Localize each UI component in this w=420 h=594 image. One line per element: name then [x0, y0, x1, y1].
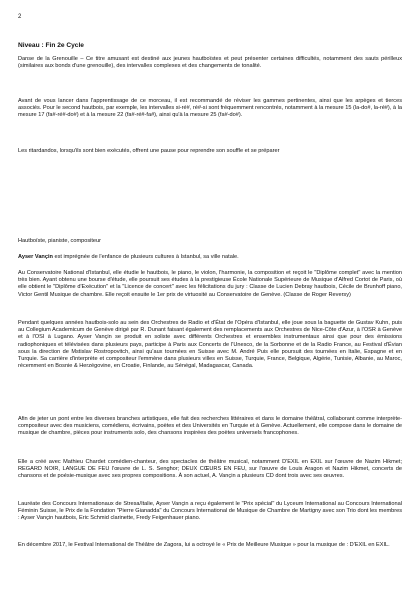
bio-paragraph-4 [18, 459, 402, 481]
intro-text-1: Danse de la Grenouille – Ce titre amusant est destiné aux jeunes hautboïstes et peut présenter certaines difficultés, notamment des sauts périlleux (similaires aux bonds d'une grenouille), des intervalles complexes et des changements de tonalité. [18, 56, 402, 70]
bio-text-2: Pendant quelques années hautbois-solo au sein des Orchestres de Radio et d'État de l'Opéra d'Istanbul, elle joue sous la baguette de Gustav Kuhn, puis au Collegium Academicum de Genève dirigé par R. Dunant faisant également des remplacements aux Orchestres de Nice-Côte d'Azur, à l'OSR à Genève et à l'OSI à Lugano. Ayser Vançin se produit en soliste avec différents Orchestres et ensembles instrumentaux ainsi que pour des émissions radiophoniques et télévisées dans plusieurs pays, participe à Paris aux Concerts de l'Unesco, de la Sorbonne et de la Radio France, au Festival d'Évian sous la direction de Mstislav Rostropovitch, ainsi qu'aux tournées en Suisse avec M. André Puis elle poursuit des tournées en Italie, Espagne et en Turquie. Sa carrière d'interprète et compositeur l'emmène dans plusieurs villes en Suisse, Turquie, France, Belgique, Algérie, Tunisie, Albanie, au Maroc, récemment en Bosnie & Herzégovine, en Croatie, Finlande, au Sénégal, Madagascar, Canada. [18, 320, 402, 370]
bio-paragraph-6 [18, 542, 402, 549]
bio-intro-text: est imprégnée de l'enfance de plusieurs cultures à Istanbul, sa ville natale. [52, 254, 239, 260]
intro-paragraph-1 [18, 56, 402, 70]
bio-paragraph-1 [18, 270, 402, 299]
intro-text-3: Les ritardandos, lorsqu'ils sont bien exécutés, offrent une pause pour reprendre son souffle et se préparer [18, 148, 280, 154]
bio-text-1: Au Conservatoire National d'Istanbul, elle étudie le hautbois, le piano, le violon, l'harmonie, la composition et reçoit le "Diplôme complet" avec la mention très bien. Ayant obtenu une bourse d'étude, elle poursuit ses études à la prestigieuse École Nationale Supérieure de Musique d'Alfred Cortot de Paris, où elle obtient le "Diplôme d'Exécution" et la "Licence de concert" avec les félicitations du jury : Classe de Lucien Debray hautbois, Cécile de Brunhoff piano, Victor Gentil Musique de chambre. Elle reçoit ensuite le 1er prix de virtuosité au Conservatoire de Genève. (Classe de Roger Reversy) [18, 270, 402, 298]
bio-text-3: Afin de jeter un pont entre les diverses branches artistiques, elle fait des recherches littéraires et dans le domaine théâtral, collaborant comme interprète-compositeur avec des musiciens, comédiens, écrivains, poètes et des Universités en Turquie et à Genève. Actuellement, elle compose dans le domaine de musique de chambre, pièces pour instruments solo, des chansons inspirées des poètes universels francophones. [18, 416, 402, 437]
intro-paragraph-2 [18, 98, 402, 120]
bio-paragraph-5 [18, 501, 402, 523]
page-number: 2 [18, 14, 22, 20]
intro-text-2: Avant de vous lancer dans l'apprentissage de ce morceau, il est recommandé de réviser les gammes pertinentes, ainsi que les arpèges et tierces associés. Pour le second hautbois, par exemple, les intervalles si-ré#, ré#-si sont fréquemment rencontrés, notamment à la mesure 15 (la-do#, la-ré#), à la mesure 17 (fa#-ré#-do#) et à la mesure 22 (fa#-ré#-fa#), ainsi qu'à la mesure 25 (fa#-do#). [18, 98, 402, 119]
bio-role-text: Hautboïste, pianiste, compositeur [18, 238, 102, 244]
bio-text-6: En décembre 2017, le Festival International de Théâtre de Zagora, lui a octroyé le « Prix de Meilleure Musique » pour la musique de : D'EXIL en EXIL. [18, 542, 390, 548]
bio-role [18, 238, 402, 245]
level-label: Niveau : Fin 2e Cycle [18, 42, 84, 49]
bio-text-5: Lauréate des Concours Internationaux de Stresa/Italie, Ayser Vançin a reçu également le "Prix spécial" du Lyceum International au Concours International Féminin Suisse, le Prix de la Fondation "Pierre Gianadda" du Concours International de Musique de Chambre de Martigny avec son Trio dont les membres : Ayser Vançin hautbois, Eric Schmid clarinette, Fredy Feigenhauer piano. [18, 501, 402, 522]
bio-paragraph-2 [18, 320, 402, 370]
artist-name: Ayser Vançin [18, 254, 53, 260]
bio-intro [18, 254, 402, 261]
level-heading [18, 42, 402, 50]
bio-paragraph-3 [18, 416, 402, 438]
intro-paragraph-3 [18, 148, 402, 155]
bio-text-4: Elle a créé avec Mathieu Chardet comédien-chanteur, des spectacles de théâtre musical, notamment D'EXIL en EXIL sur l'œuvre de Nazim Hikmet; REGARD NOIR, LANGUE DE FEU l'œuvre de L. S. Senghor; DEUX CŒURS EN FEU, sur l'œuvre de Louis Aragon et Nazim Hikmet, concerts de chansons et de poésie-musique avec ses propres compositions. À son actuel, A. Vançin a plusieurs CD dont trois avec ses œuvres. [18, 459, 402, 480]
